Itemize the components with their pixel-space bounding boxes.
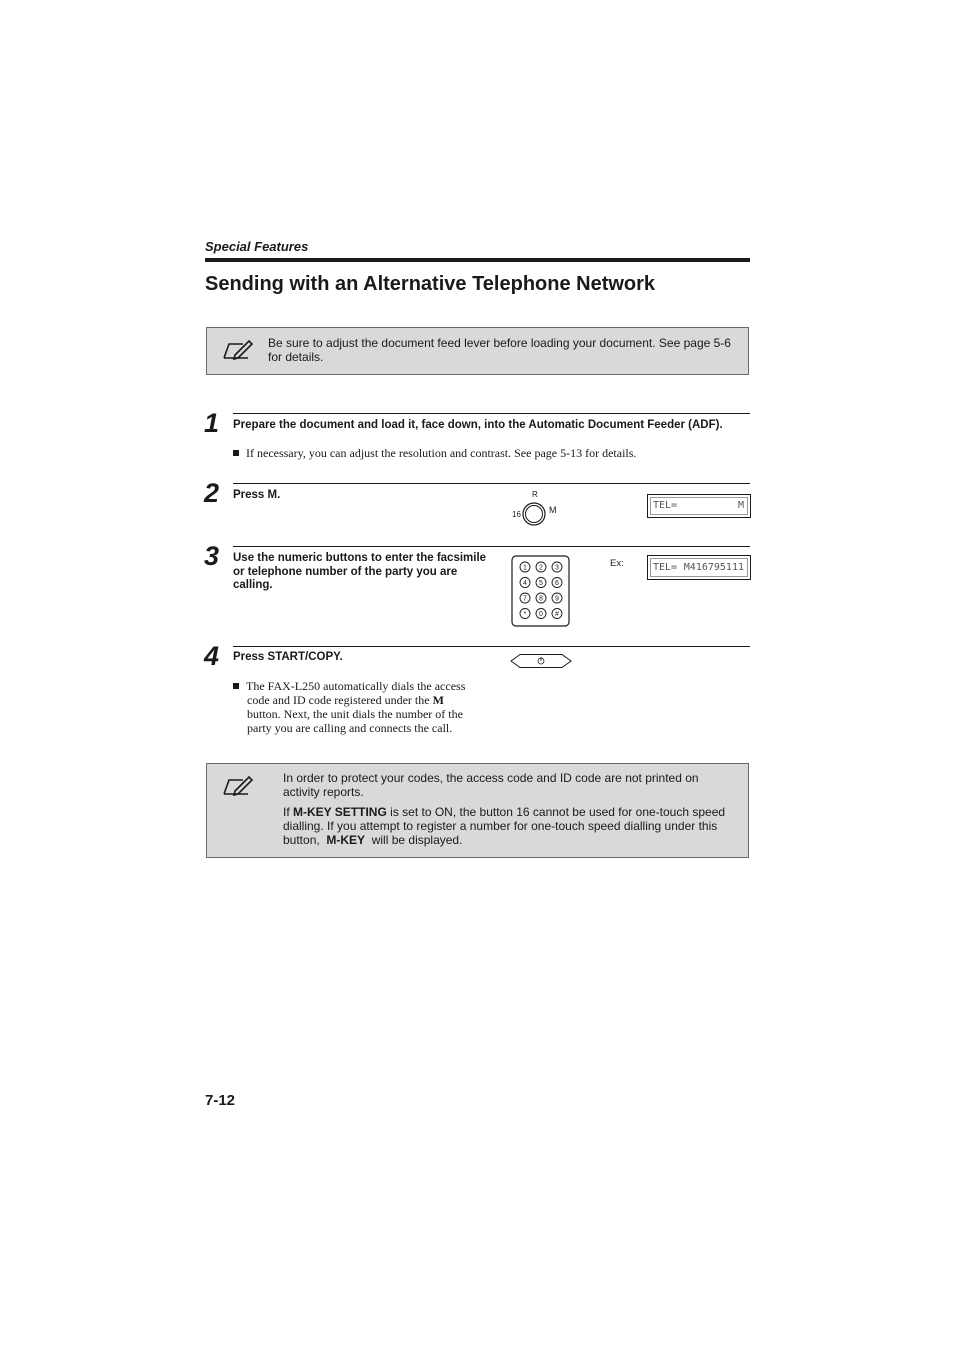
start-copy-button-icon [510, 653, 572, 669]
step-1-bullet-text: If necessary, you can adjust the resolution and contrast. See page 5-13 for details. [246, 446, 637, 460]
lcd-step3-right: M416795111 [683, 562, 744, 573]
page-title: Sending with an Alternative Telephone Network [205, 273, 656, 295]
numeric-keypad-icon [511, 555, 570, 627]
step-4-rule [233, 646, 750, 647]
note-bottom-para2-line2: dialling. If you attempt to register a number for one-touch speed dialling under this [283, 819, 718, 833]
step-3-number: 3 [204, 541, 220, 571]
m-button-icon [522, 502, 546, 526]
step-2-number: 2 [204, 478, 220, 508]
step-2-rule [233, 483, 750, 484]
step-4-bullet [233, 679, 503, 735]
note-bottom-para2-line3 [283, 833, 743, 847]
keypad-key-label: 4 [523, 580, 527, 587]
keypad-key-label: 1 [523, 564, 527, 572]
lcd-display-step2 [647, 494, 751, 518]
m-button-right-label: M [549, 505, 557, 515]
step-3-heading-line1: Use the numeric buttons to enter the facsimile [233, 552, 487, 564]
step-4-bullet-m-key: M [432, 693, 444, 707]
step-1-heading: Prepare the document and load it, face down, into the Automatic Document Feeder (ADF). [233, 419, 723, 431]
step-4-heading: Press START/COPY. [233, 651, 343, 663]
keypad-key-label: 5 [539, 580, 543, 587]
lcd-display-step3 [647, 555, 751, 580]
step-2-heading: Press M. [233, 489, 281, 501]
m-button-top-label: R [532, 490, 538, 499]
note-bottom-para2-line3-post: will be displayed. [371, 833, 463, 847]
note-bottom-mkey-display: M-KEY [326, 833, 366, 847]
keypad-key-label: 9 [555, 595, 559, 603]
step-4-bullet-line3: button. Next, the unit dials the number of the [247, 707, 463, 721]
note-bottom-para2-post: is set to ON, the button 16 cannot be used for one-touch speed [390, 805, 726, 819]
section-label: Special Features [205, 239, 309, 254]
note-bottom-para1-line1: In order to protect your codes, the access code and ID code are not printed on [283, 771, 699, 785]
step-3-rule [233, 546, 750, 547]
step-3-heading-line3: calling. [233, 579, 273, 591]
keypad-key-label: # [555, 611, 559, 618]
example-label: Ex: [610, 558, 624, 569]
note-bottom-para1-line2: activity reports. [283, 785, 364, 799]
keypad-key-label: * [523, 611, 527, 618]
keypad-key-label: 7 [523, 595, 527, 603]
lcd-step3-left: TEL= [653, 562, 678, 573]
keypad-key-label: 0 [539, 611, 543, 618]
note-top-line1: Be sure to adjust the document feed lever before loading your document. See page 5-6 [268, 336, 731, 350]
step-1-rule [233, 413, 750, 414]
pencil-note-icon [221, 338, 253, 362]
keypad-key-label: 2 [539, 564, 543, 572]
step-3-heading-line2: or telephone number of the party you are [233, 565, 458, 578]
step-4-number: 4 [204, 641, 220, 671]
note-bottom-para2-pre: If [283, 805, 290, 819]
pencil-note-icon [221, 774, 253, 798]
step-4-bullet-line4: party you are calling and connects the call. [247, 721, 453, 735]
lcd-step2-right: M [737, 500, 744, 511]
page-number: 7-12 [205, 1092, 236, 1109]
note-bottom-mkey-setting: M-KEY SETTING [293, 805, 387, 819]
keypad-key-label: 6 [555, 580, 559, 587]
bullet-marker [233, 450, 239, 456]
step-4-bullet-line1: The FAX-L250 automatically dials the access [246, 679, 466, 693]
note-bottom-para2-line3-pre: button, [283, 833, 320, 847]
m-button-diagram [506, 490, 566, 530]
note-top-line2: for details. [268, 350, 324, 364]
note-box-top [206, 327, 749, 375]
keypad-key-label: 3 [555, 564, 559, 572]
section-rule [205, 258, 750, 262]
step-4-bullet-line2: code and ID code registered under the [247, 693, 430, 707]
step-1-bullet [233, 446, 750, 460]
bullet-marker [233, 683, 239, 689]
keypad-key-label: 8 [539, 595, 543, 603]
step-1-number: 1 [204, 408, 220, 438]
lcd-step2-left: TEL= [653, 500, 678, 511]
note-box-bottom [206, 763, 749, 858]
step-3-heading [233, 552, 503, 593]
note-bottom-para2-line1 [283, 805, 743, 819]
m-button-left-label: 16 [512, 510, 521, 519]
